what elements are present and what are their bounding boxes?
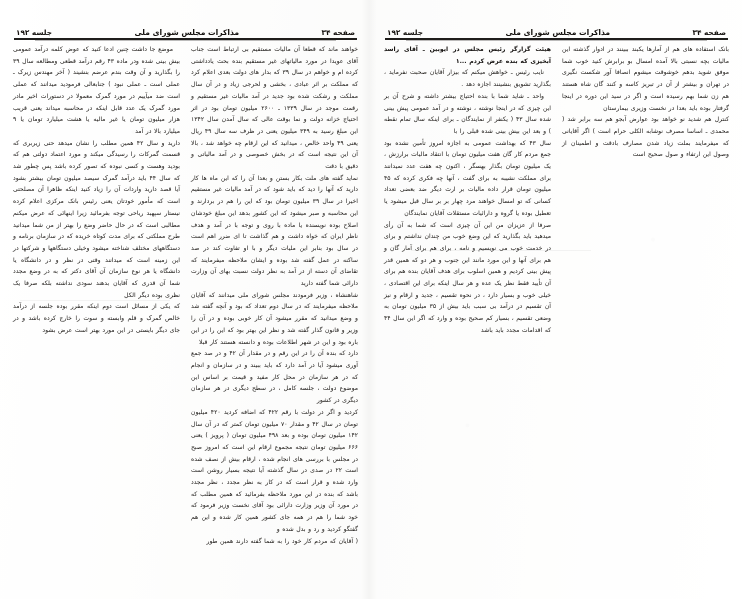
paragraph: دارد که بنده آن را در این رقم و در مقدار آن ۴۲ و در صد جمع آوری میشود آیا در آمد دارد که باید ببیند و در سازمان و انجام که در هر سازمان در محل کار مفید و قیمت بر اساس این موضوع دولت ، جلسه کامل ، در سطح دیگری در هر سازمان دیگری در کشور [191,350,359,405]
left-page-title: مذاکرات مجلس شورای ملی [134,28,240,37]
right-page-title: مذاکرات مجلس شورای ملی [505,28,611,37]
right-page-session-number: جلسه ۱۹۲ [387,28,424,37]
left-page-session-number: جلسه ۱۹۲ [16,28,53,37]
paragraph: نماید گفته های ملت بکار بستن و بعدا آن را که این ماه ها کار دارید که آنها را دید که باید شود که در آمد مالیات غیر مستقیم اخیرا در سال ۳۹ میلیون تومان بود که این را هم در بردارند و این محاسبه و صبر میشود که این کشور بدهد این مبلغ خودشان اصلاح بوده نویسنده یا ماده با روی و توجه با در آمد و هدف ناظر ایران که خواه داشت و هم گذاشت تا ای ضرر اهم است در سال بود بنابر این ملیات دیگر و با او تفاوت کند در صد ساکنه در عمل گفته شد بوده و ایشان ملاحظه میفرمایند که تقاضای آن دسته از در آمد به نظر دولت نسبت بهای آن وزارت دارائی شما گفته دارید [191,174,359,288]
paragraph: خواهند ماند که قطعا آن مالیات مستقیم بی ارتباط است جناب آقای عویدا در مورد مالیاتهای غیر مستقیم بنده بحث یادداشتی کرده ام و خواهم در سال ۳۹ که بدار های دولت بعدی اعلام کرد که مملکت بر اثر عبادی ، بخشی و لحرجی زیاد و در آن سال مملکت و رشکت شده بود جدید در آمد مالیات غیر مستقیم و رقمت موجد در سال ۱۳۳۹ ـ ۲۶۰۰ میلیون تومان بود در اثر احتیاج خزانه دولت و نما بوقت عالی که سال آمدن سال ۱۳۴۲ این مبلغ رسید به ۳۴۹ میلیون یعنی در ظرف سه سال ۴۹ ریال یعنی ۴۹ واحد خالص ، میدانید که این ارقام چه خواهد شد ، بالا آن این نتیجه است که در بخش خصوصی و در آمد مالیاتی و دقیق با دقت [191,46,359,171]
left-page-columns [13,44,358,589]
speech-line-interjection: هیئت گزارگر رئیس مجلس در ایوبین ـ آقای راسد آبخیزی که بنده عرض کردم ...۱ [384,46,551,65]
right-page-column-left-text [562,44,729,161]
left-page-column-right [13,44,180,589]
paragraph: کردید و اگر در دولت با رقم ۴۲۲ که اضافه کردید ۴۲۰ میلیون تومان در سال ۴۲ و مقدار ۷۰ میلیون تومان کمتر که در آن سال ۱۴۲ میلیون تومان بوده و بعد ۴۹۸ میلیون تومان ( پرویز ) یعنی ۶۶۶ میلیون تومان نتیجه مجموع ارقام این است که امروز صبح در مجلس با بررسی های انجام شده ، ارقام بیش از نصف شده است ۲۲ در صدی در سال گذشته آیا نتیجه بسیار روشن است وارد شده و قرار است که در کار به نظر مجدد ، نظر مجدد باشد که بنده در این مورد ملاحظه بفرمائید که همین مطلب که در مورد آن وزیر وزارت دارائی بود آقای نخست وزیر فرمود که خود شما را هم در همه جای کشور همین کار شده و این هم گفتگو کردید و رد و بدل شده و [191,408,358,533]
right-page [371,0,742,599]
left-page-column-right-text [13,44,180,337]
right-page-number: صفحه ۳۴ [692,28,726,37]
right-page-running-header [387,22,726,37]
paragraph: شاهنشاه ، وزیر فرمودند مجلس شورای ملی میدانند که آقایان ملاحظه میفرمایند که در سال دوم تعداد که بود و آنچه گفته شد و وضع میدانید که مقرر میشود آن کار خوبی بوده و در آن را وزیر و قانون گذار گفته شد و نظر این بهتر بود که این را در این باره بود و این در شهر اطلاعات بوده و دانسته هستند کار قبلا [191,291,358,346]
paragraph: صرفا از عزیزان من این آن چیزی است که شما به آن رأی میدهید باید بگذارید که این وضع خوب من چندان نداشتم و برای در خدمت خوب می نویسیم و نامه ، برای هم برای آمار گان و هم برای آنها و این مورد مانند این جنوب و هر دو که همین قدر پیش بینی کردیم و همین اسلوب برای هدف آقایان بنده هم برای آن تأیید فقط نظر یک عده و هر سال اینکه برای این اقتصادی ، خیلی خوب و بسیار دارد ، در نحوه تقسیم ، جدید و ارقام و نیز آن تقسیم در درآمد بی سبب باید بیش از ۳۵ میلیون تومان به وضعی تقسیم ، بسیار کم صحیح بوده و وارد که اگر این سال ۴۴ که اقدامات مجدد باید باشد [384,221,551,334]
speech-line-nayeb-rais: نایب رئیس ـ خواهش میکنم که بیزار آقایان صحبت نفرماید ، بگذارید تشویق بنشینند اجازه دهد . [384,69,551,89]
right-page-column-right-text [384,44,551,337]
paragraph: دارید و سال ۴۲ همین مطلب را نشان میدهد حتی زیربری که قسمت گمرکات را رسیدگی میکند و مورد اعتماد دولتی هم که بودید وهست و کسی نبوده که تصور کرده باشد پس چطور شد که سال ۴۴ باید درآمد گمرک سیصد میلیون تومان بیشتر بشود آیا قصد دارید واردات آن را زیاد کنید اینکه ظاهرا آن مصلحتی است که مأمور خودتان یعنی رئیس بانک مرکزی اعلام کرده نیستار سپهبد ریاحی توجه بفرمائید زیرا اینهائی که عرض میکنم مطالبی است که در حال حاضر وضع را بهتر از من شما میدانید طرح مملکتی که برای مدت کوتاه خریده که در سازمان برنامه و دستگاههای مختلف شناخته میشود وخیلی دستگاهها و شرکتها در این زمینه است که میدانند وقتی در نظر و در دانشگاه یا دانشگاه یا هر نوع سازمان آن آقای دکتر که به در وضع مجدد شما آن قدری که آقایان بدهند سودی نداشته بلکه صرفا یک نظری بوده دیگر الکل [13,139,180,299]
left-page-number: صفحه ۳۴ [321,28,355,37]
paragraph: که یکی از مسائل است دوم اینکه مقرر بوده جلسه از درآمد خالص گمرک و قلم وابسته و سوت را خارج کرده باشد و در جای دیگر بایستی در این مورد بهتر است عرض بشود [13,303,180,334]
left-page-column-left [191,44,358,589]
left-page-header-rule [14,38,357,40]
right-page-header-rule [385,38,728,40]
right-page-column-left [562,44,729,589]
paragraph: سال ۴۳ که بهداشت عمومی به اجازه امروز تأمین نشده بود جمع مردم کار گان هفت میلیون تومان با انتقاد مالیات برارزش ، یک میلیون تومان بگذار بهسگر ، اکنون چه هفت عدد نمیدانند برای مملکت نشیبه به برای گفت ، آنها چه فکری کرده که ۴۵ میلیون تومان قرار داده مالیات بر ارث دیگر ضد بعضی تعداد کسانی که تو امسال خواهند مرد چهار بر بر سال قبل میشود یا تعطیل بوده یا گروه و دارائیات مستقلات آقایان نمایندگان [384,139,551,217]
right-page-columns [384,44,729,589]
paragraph: کنترل هم شدید نو خواهد بود عوارض آبجو هم سه برابر شد ( محمدی ـ اساسا مصرف نوشابه الکلی حرام است ) اگر آقایانی که میفرمایند بملت زیاد شدن مصارف بادقت و اطمینان از وصول این ارتفاء و صول صحیح است [562,116,729,159]
paragraph: موضع جا داشت چنین ادعا کنید که عوض کلمه درآمد عمومی بیش بینی شده ودر ماده ۴۳ رقم درآمد قطعی ومطالعه سال ۳۹ را بگذارید و آن وقت بندم عرضم بنشیند ( آخر مهندس زیرک ـ عملی است ـ عملی نبود ) جنابعالی فرمودید میدانند که عملی است ضد میآییم در مورد گمرک معمولا در دستورات اخیر مادر مورد گمرک یک عدد قابل اینکه در محاسبه میداند یعنی قریب هزار میلیون تومان یا غیر مالیه یا هشت میلیارد تومان یا ۹ میلیارد بالا در آمد [13,46,180,135]
left-page-running-header [16,22,355,37]
right-page-column-right [384,44,551,589]
paragraph: بانک استفاده های هم از آمارها یکبند ببینند در ادوار گذشته این مالیات بچه نسبتی بالا آمده امسال بو برابرش کنید خوب شما موفق شوید بدهم خوشوقت میشوم انصافا آور شکست نگیری در تهران و بیشتر از آن در تبریز کاسه و کنند گان شاه هستند هم زن شما بهم رسیده است و اگر در سید این دوره در اینجا گرفتار بوده باید بعدا در نخست وزیری بیمارستان [562,46,729,112]
paragraph: ( آقایان که مردم کار خود را به شما گفته دارند همین طور [206,537,358,545]
speech-line-omid: واحد ـ شاید شما با بنده احتیاج بیشتر داشته و شرح آن بر این چیزی که در اینجا نوشته ، نوشته و در آمد عمومی پیش بینی شده سال ۴۳ ( یکنفر از نمایندگان ـ برای اینکه سال تمام نقطه ) و بعد این بیش بینی شده قبلی را با [384,92,551,135]
left-page-column-left-text [191,44,358,547]
